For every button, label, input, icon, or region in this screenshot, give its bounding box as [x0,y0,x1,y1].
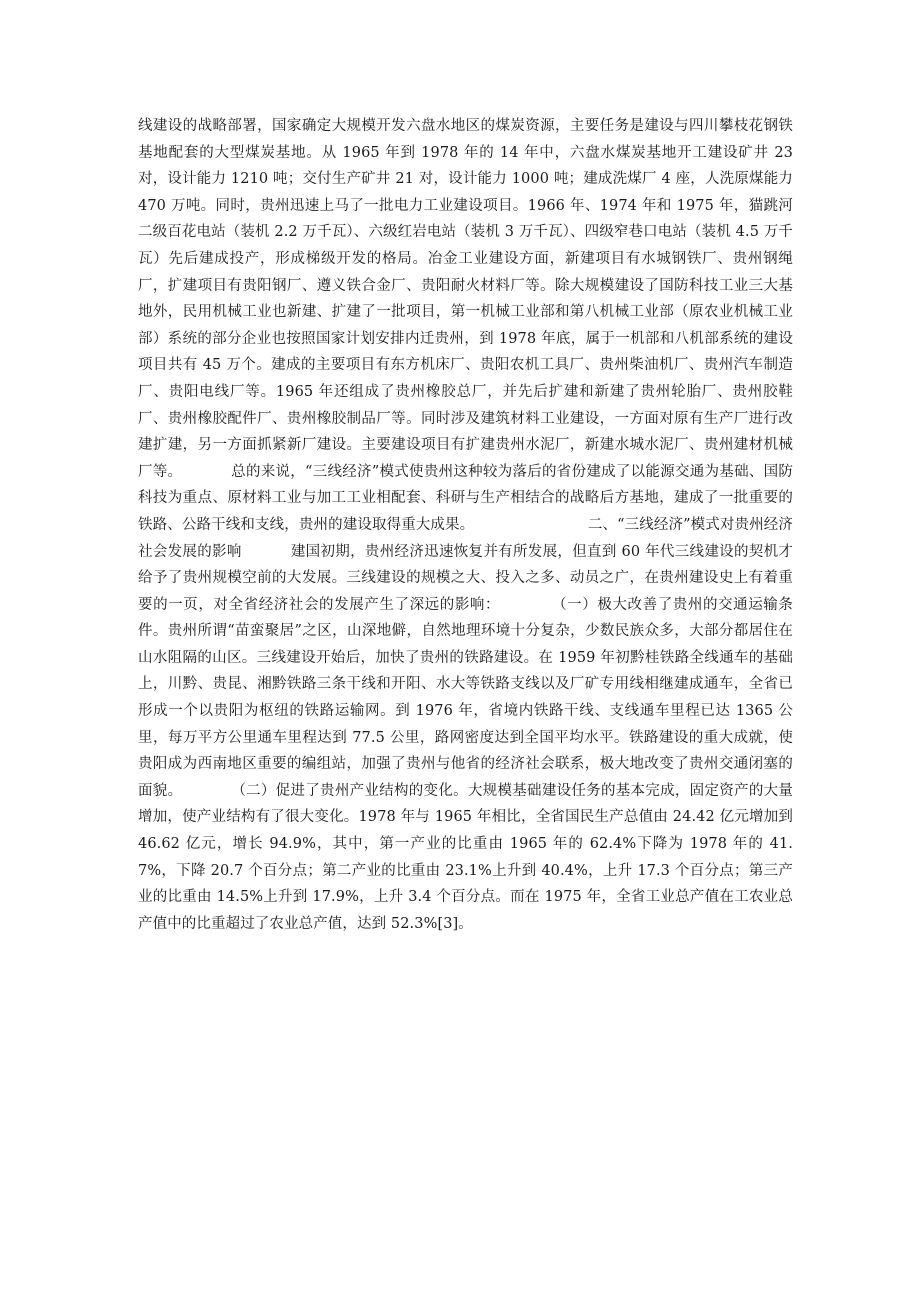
paragraph-industry-structure: （二）促进了贵州产业结构的变化。大规模基础建设任务的基本完成，固定资产的大量增加，使产业结构有了很大变化。1978 年与 1965 年相比，全省国民生产总值由 24.42 亿元增加到 46.62 亿元，增长 94.9%，其中，第一产业的比重由 1965 年的 62.4%下降为 1978 年的 41.7%，下降 20.7 个百分点；第二产业的比重由 23.1%上升到 40.4%，上升 17.3 个百分点；第三产业的比重由 14.5%上升到 17.9%，上升 3.4 个百分点。而在 1975 年，全省工业总产值在工农业总产值中的比重超过了农业总产值，达到 52.3%[3]。 [138,782,798,932]
gap [182,464,231,480]
body-text [138,113,798,937]
gap [182,783,231,799]
section-heading-2: 二、“三线经济”模式对贵州经济社会发展的影响 [138,516,793,560]
paragraph-intro: 建国初期，贵州经济迅速恢复并有所发展，但直到 60 年代三线建设的契机才给予了贵州规模空前的大发展。三线建设的规模之大、投入之多、动员之广，在贵州建设史上有着重要的一页，对全省经济社会的发展产生了深远的影响： [138,543,794,613]
paragraph-coal-power-metallurgy: 线建设的战略部署，国家确定大规模开发六盘水地区的煤炭资源，主要任务是建设与四川攀枝花钢铁基地配套的大型煤炭基地。从 1965 年到 1978 年的 14 年中，六盘水煤炭基地开工建设矿井 23 对，设计能力 1210 吨；交付生产矿井 21 对，设计能力 1000 吨；建成洗煤厂 4 座，人洗原煤能力 470 万吨。同时，贵州迅速上马了一批电力工业建设项目。1966 年、1974 年和 1975 年，猫跳河二级百花电站（装机 2.2 万千瓦）、六级红岩电站（装机 3 万千瓦）、四级窄巷口电站（装机 4.5 万千瓦）先后建成投产，形成梯级开发的格局。冶金工业建设方面，新建项目有水城钢铁厂、贵州钢绳厂，扩建项目有贵阳钢厂、遵义铁合金厂、贵阳耐火材料厂等。除大规模建设了国防科技工业三大基地外，民用机械工业也新建、扩建了一批项目，第一机械工业部和第八机械工业部（原农业机械工业部）系统的部分企业也按照国家计划安排内迁贵州，到 1978 年底，属于一机部和八机部系统的建设项目共有 45 万个。建成的主要项目有东方机床厂、贵阳农机工具厂、贵州柴油机厂、贵州汽车制造厂、贵阳电线厂等。1965 年还组成了贵州橡胶总厂，并先后扩建和新建了贵州轮胎厂、贵州胶鞋厂、贵州橡胶配件厂、贵州橡胶制品厂等。同时涉及建筑材料工业建设，一方面对原有生产厂进行改建扩建，另一方面抓紧新厂建设。主要建设项目有扩建贵州水泥厂，新建水城水泥厂、贵州建材机械厂等。 [138,118,798,480]
paragraph-transport: （一）极大改善了贵州的交通运输条件。贵州所谓“苗蛮聚居”之区，山深地僻，自然地理环境十分复杂，少数民族众多，大部分都居住在山水阻隔的山区。三线建设开始后，加快了贵州的铁路建设。在 1959 年初黔桂铁路全线通车的基础上，川黔、贵昆、湘黔铁路三条干线和开阳、水大等铁路支线以及厂矿专用线相继建成通车，全省已形成一个以贵阳为枢纽的铁路运输网。到 1976 年，省境内铁路干线、支线通车里程已达 1365 公里，每万平方公里通车里程达到 77.5 公里，路网密度达到全国平均水平。铁路建设的重大成就，使贵阳成为西南地区重要的编组站，加强了贵州与他省的经济社会联系，极大地改变了贵州交通闭塞的面貌。 [138,596,793,799]
paragraph-summary: 总的来说，“三线经济”模式使贵州这种较为落后的省份建成了以能源交通为基础、国防科技为重点、原材料工业与加工工业相配套、科研与生产相结合的战略后方基地，建成了一批重要的铁路、公路干线和支线，贵州的建设取得重大成果。 [138,463,793,533]
gap [474,517,588,533]
gap [242,544,291,560]
gap [500,597,552,613]
